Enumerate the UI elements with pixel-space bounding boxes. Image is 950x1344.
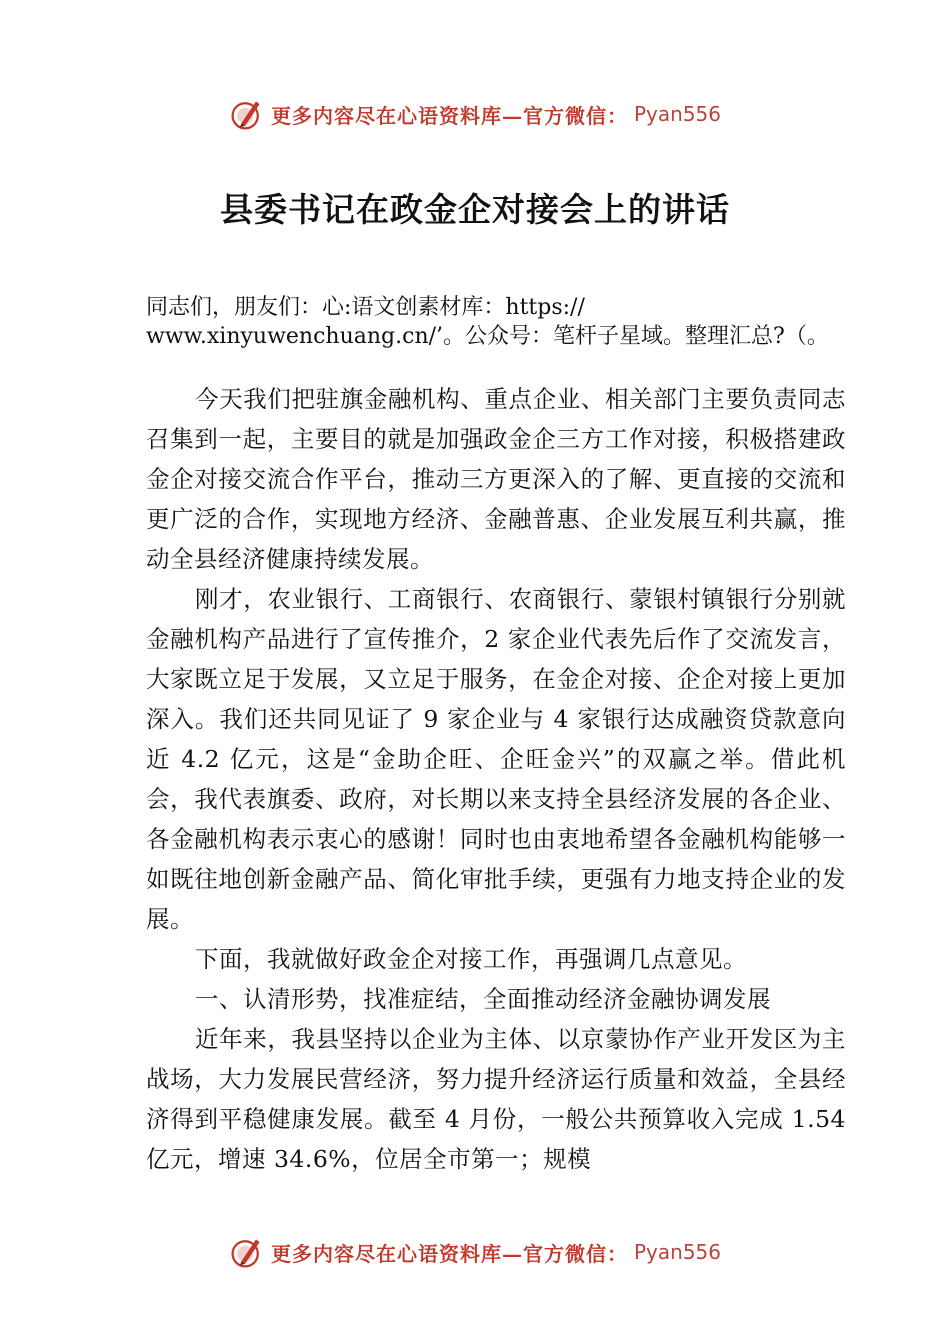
intro-line: 同志们，朋友们：心:语文创素材库：https:// www.xinyuwenchuang.cn/’。公众号：笔杆子星域。整理汇总?（。 (146, 295, 829, 349)
paragraph: 刚才，农业银行、工商银行、农商银行、蒙银村镇银行分别就金融机构产品进行了宣传推介，2 家企业代表先后作了交流发言，大家既立足于发展，又立足于服务，在金企对接、企企对接上更加深入。我们还共同见证了 9 家企业与 4 家银行达成融资贷款意向近 4.2 亿元，这是“金助企旺、企旺金兴”的双赢之举。借此机会，我代表旗委、政府，对长期以来支持全县经济发展的各企业、各金融机构表示衷心的感谢！同时也由衷地希望各金融机构能够一如既往地创新金融产品、简化审批手续，更强有力地支持企业的发展。 (146, 585, 846, 933)
pen-logo-icon (229, 1234, 265, 1270)
document-body (146, 293, 846, 1179)
watermark (229, 1234, 721, 1270)
section-heading: 一、认清形势，找准症结，全面推动经济金融协调发展 (195, 985, 771, 1013)
document-title: 县委书记在政金企对接会上的讲话 (220, 190, 730, 229)
watermark-text: 更多内容尽在心语资料库—官方微信： (270, 103, 628, 128)
header-watermark-banner (0, 94, 950, 134)
pen-logo-icon (229, 96, 265, 132)
paragraph: 下面，我就做好政金企对接工作，再强调几点意见。 (195, 945, 747, 973)
paragraph: 近年来，我县坚持以企业为主体、以京蒙协作产业开发区为主战场，大力发展民营经济，努力提升经济运行质量和效益，全县经济得到平稳健康发展。截至 4 月份，一般公共预算收入完成 1.54 亿元，增速 34.6%，位居全市第一；规模 (146, 1025, 846, 1173)
watermark-contact: Pyan556 (633, 102, 721, 126)
watermark-contact: Pyan556 (633, 1240, 721, 1264)
footer-watermark-banner (0, 1232, 950, 1272)
paragraph: 今天我们把驻旗金融机构、重点企业、相关部门主要负责同志召集到一起，主要目的就是加强政金企三方工作对接，积极搭建政金企对接交流合作平台，推动三方更深入的了解、更直接的交流和更广泛的合作，实现地方经济、金融普惠、企业发展互利共赢，推动全县经济健康持续发展。 (146, 385, 846, 573)
watermark (229, 96, 721, 132)
watermark-text: 更多内容尽在心语资料库—官方微信： (270, 1241, 628, 1266)
